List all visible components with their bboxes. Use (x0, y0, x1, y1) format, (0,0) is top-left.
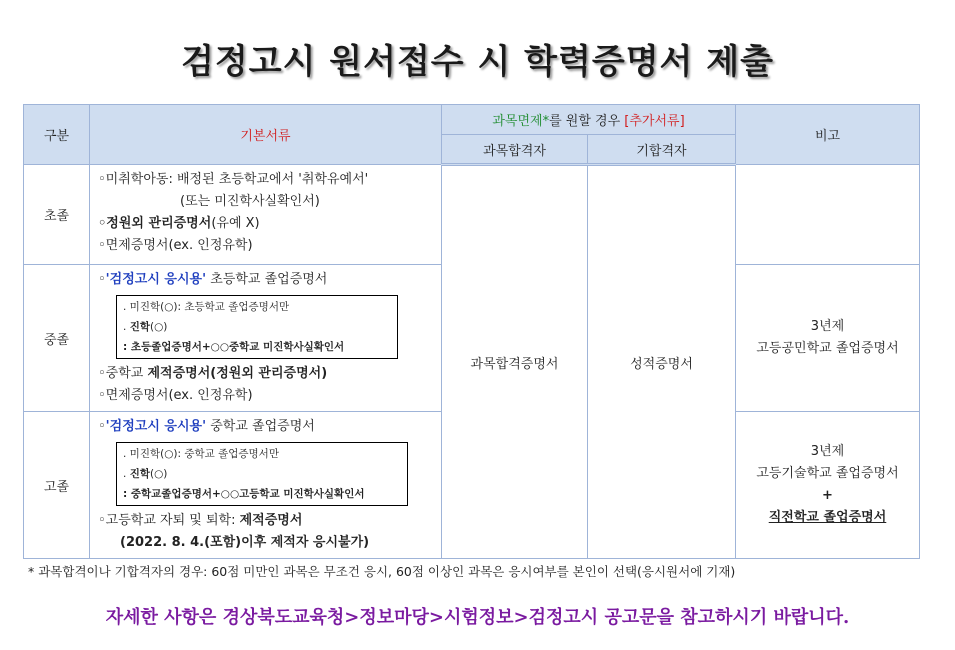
basic-docs-middle (90, 265, 442, 412)
text-line (98, 510, 435, 532)
box-line: : 중학교졸업증명서+○○고등학교 미진학사실확인서 (123, 488, 365, 500)
footnote: * 과목합격이나 기합격자의 경우: 60점 미만인 과목은 무조건 응시, 60점 이상인 과목은 응시여부를 본인이 선택(응시원서에 기재) (28, 564, 736, 579)
box-line: : 초등졸업증명서+○○중학교 미진학사실확인서 (123, 341, 345, 353)
prior-pass-doc: 성적증명서 (588, 165, 736, 559)
text-line: (2022. 8. 4.(포함)이후 제적자 응시불가) (120, 535, 370, 550)
header-exempt-green: 과목면제* (492, 114, 550, 129)
text-rest: (○) (149, 321, 168, 333)
header-subject-pass: 과목합격자 (442, 135, 588, 165)
text-bold: 제적증명서 (239, 513, 303, 528)
text-pre: . (123, 321, 130, 333)
category-middle: 중졸 (24, 265, 90, 412)
text-line: ◦면제증명서(ex. 인정유학) (98, 388, 253, 403)
header-category: 구분 (24, 105, 90, 165)
text-line: (또는 미진학사실확인서) (180, 194, 320, 209)
box-line (123, 317, 391, 337)
text-pre: ◦고등학교 자퇴 및 퇴학: (98, 513, 240, 528)
text-line (98, 269, 435, 291)
remark-high (736, 412, 920, 559)
text-bold: 진학 (129, 468, 150, 480)
remark-line: + (822, 488, 833, 503)
category-high: 고졸 (24, 412, 90, 559)
text-line: ◦미취학아동: 배정된 초등학교에서 '취학유예서' (98, 172, 369, 187)
text-bold: ◦정원외 관리증명서 (98, 216, 212, 231)
info-banner: 자세한 사항은 경상북도교육청>정보마당>시험정보>검정고시 공고문을 참고하시기 바랍니다. (105, 607, 850, 628)
remark-line: 3년제 (810, 444, 845, 459)
subject-pass-doc: 과목합격증명서 (442, 165, 588, 559)
text-line (98, 213, 435, 235)
text-rest: (유예 X) (211, 216, 260, 231)
text-bold: 진학 (129, 321, 150, 333)
text-rest: 초등학교 졸업증명서 (206, 272, 328, 287)
table-row-elem (24, 165, 920, 265)
page-title: 검정고시 원서접수 시 학력증명서 제출 (181, 42, 774, 82)
text-pre: ◦ (98, 419, 106, 434)
remark-line: 고등기술학교 졸업증명서 (756, 466, 899, 481)
text-line (98, 416, 435, 438)
header-exempt-red: [추가서류] (624, 114, 685, 129)
text-rest: (○) (149, 468, 168, 480)
header-basic-docs: 기본서류 (90, 105, 442, 165)
text-rest: 중학교 졸업증명서 (206, 419, 315, 434)
certificate-table (23, 104, 920, 559)
text-pre: . (123, 468, 130, 480)
text-line (98, 363, 435, 385)
remark-line: 3년제 (810, 319, 845, 334)
remark-line: 고등공민학교 졸업증명서 (756, 341, 899, 356)
remark-elem (736, 165, 920, 265)
basic-docs-elem (90, 165, 442, 265)
remark-middle (736, 265, 920, 412)
text-bold: 제적증명서(정원외 관리증명서) (147, 366, 328, 381)
basic-docs-high (90, 412, 442, 559)
category-elem: 초졸 (24, 165, 90, 265)
info-box (116, 442, 408, 506)
header-exempt (442, 105, 736, 135)
header-exempt-mid: 를 원할 경우 (549, 114, 625, 129)
text-pre: ◦중학교 (98, 366, 148, 381)
box-line (123, 464, 401, 484)
header-prior-pass: 기합격자 (588, 135, 736, 165)
info-box (116, 295, 398, 359)
box-line: . 미진학(○): 중학교 졸업증명서만 (123, 448, 279, 460)
header-remark: 비고 (736, 105, 920, 165)
text-line: ◦면제증명서(ex. 인정유학) (98, 238, 253, 253)
text-pre: ◦ (98, 272, 106, 287)
text-blue: '검정고시 응시용' (105, 272, 207, 287)
remark-line: 직전학교 졸업증명서 (768, 510, 887, 525)
text-blue: '검정고시 응시용' (105, 419, 207, 434)
box-line: . 미진학(○): 초등학교 졸업증명서만 (123, 301, 290, 313)
